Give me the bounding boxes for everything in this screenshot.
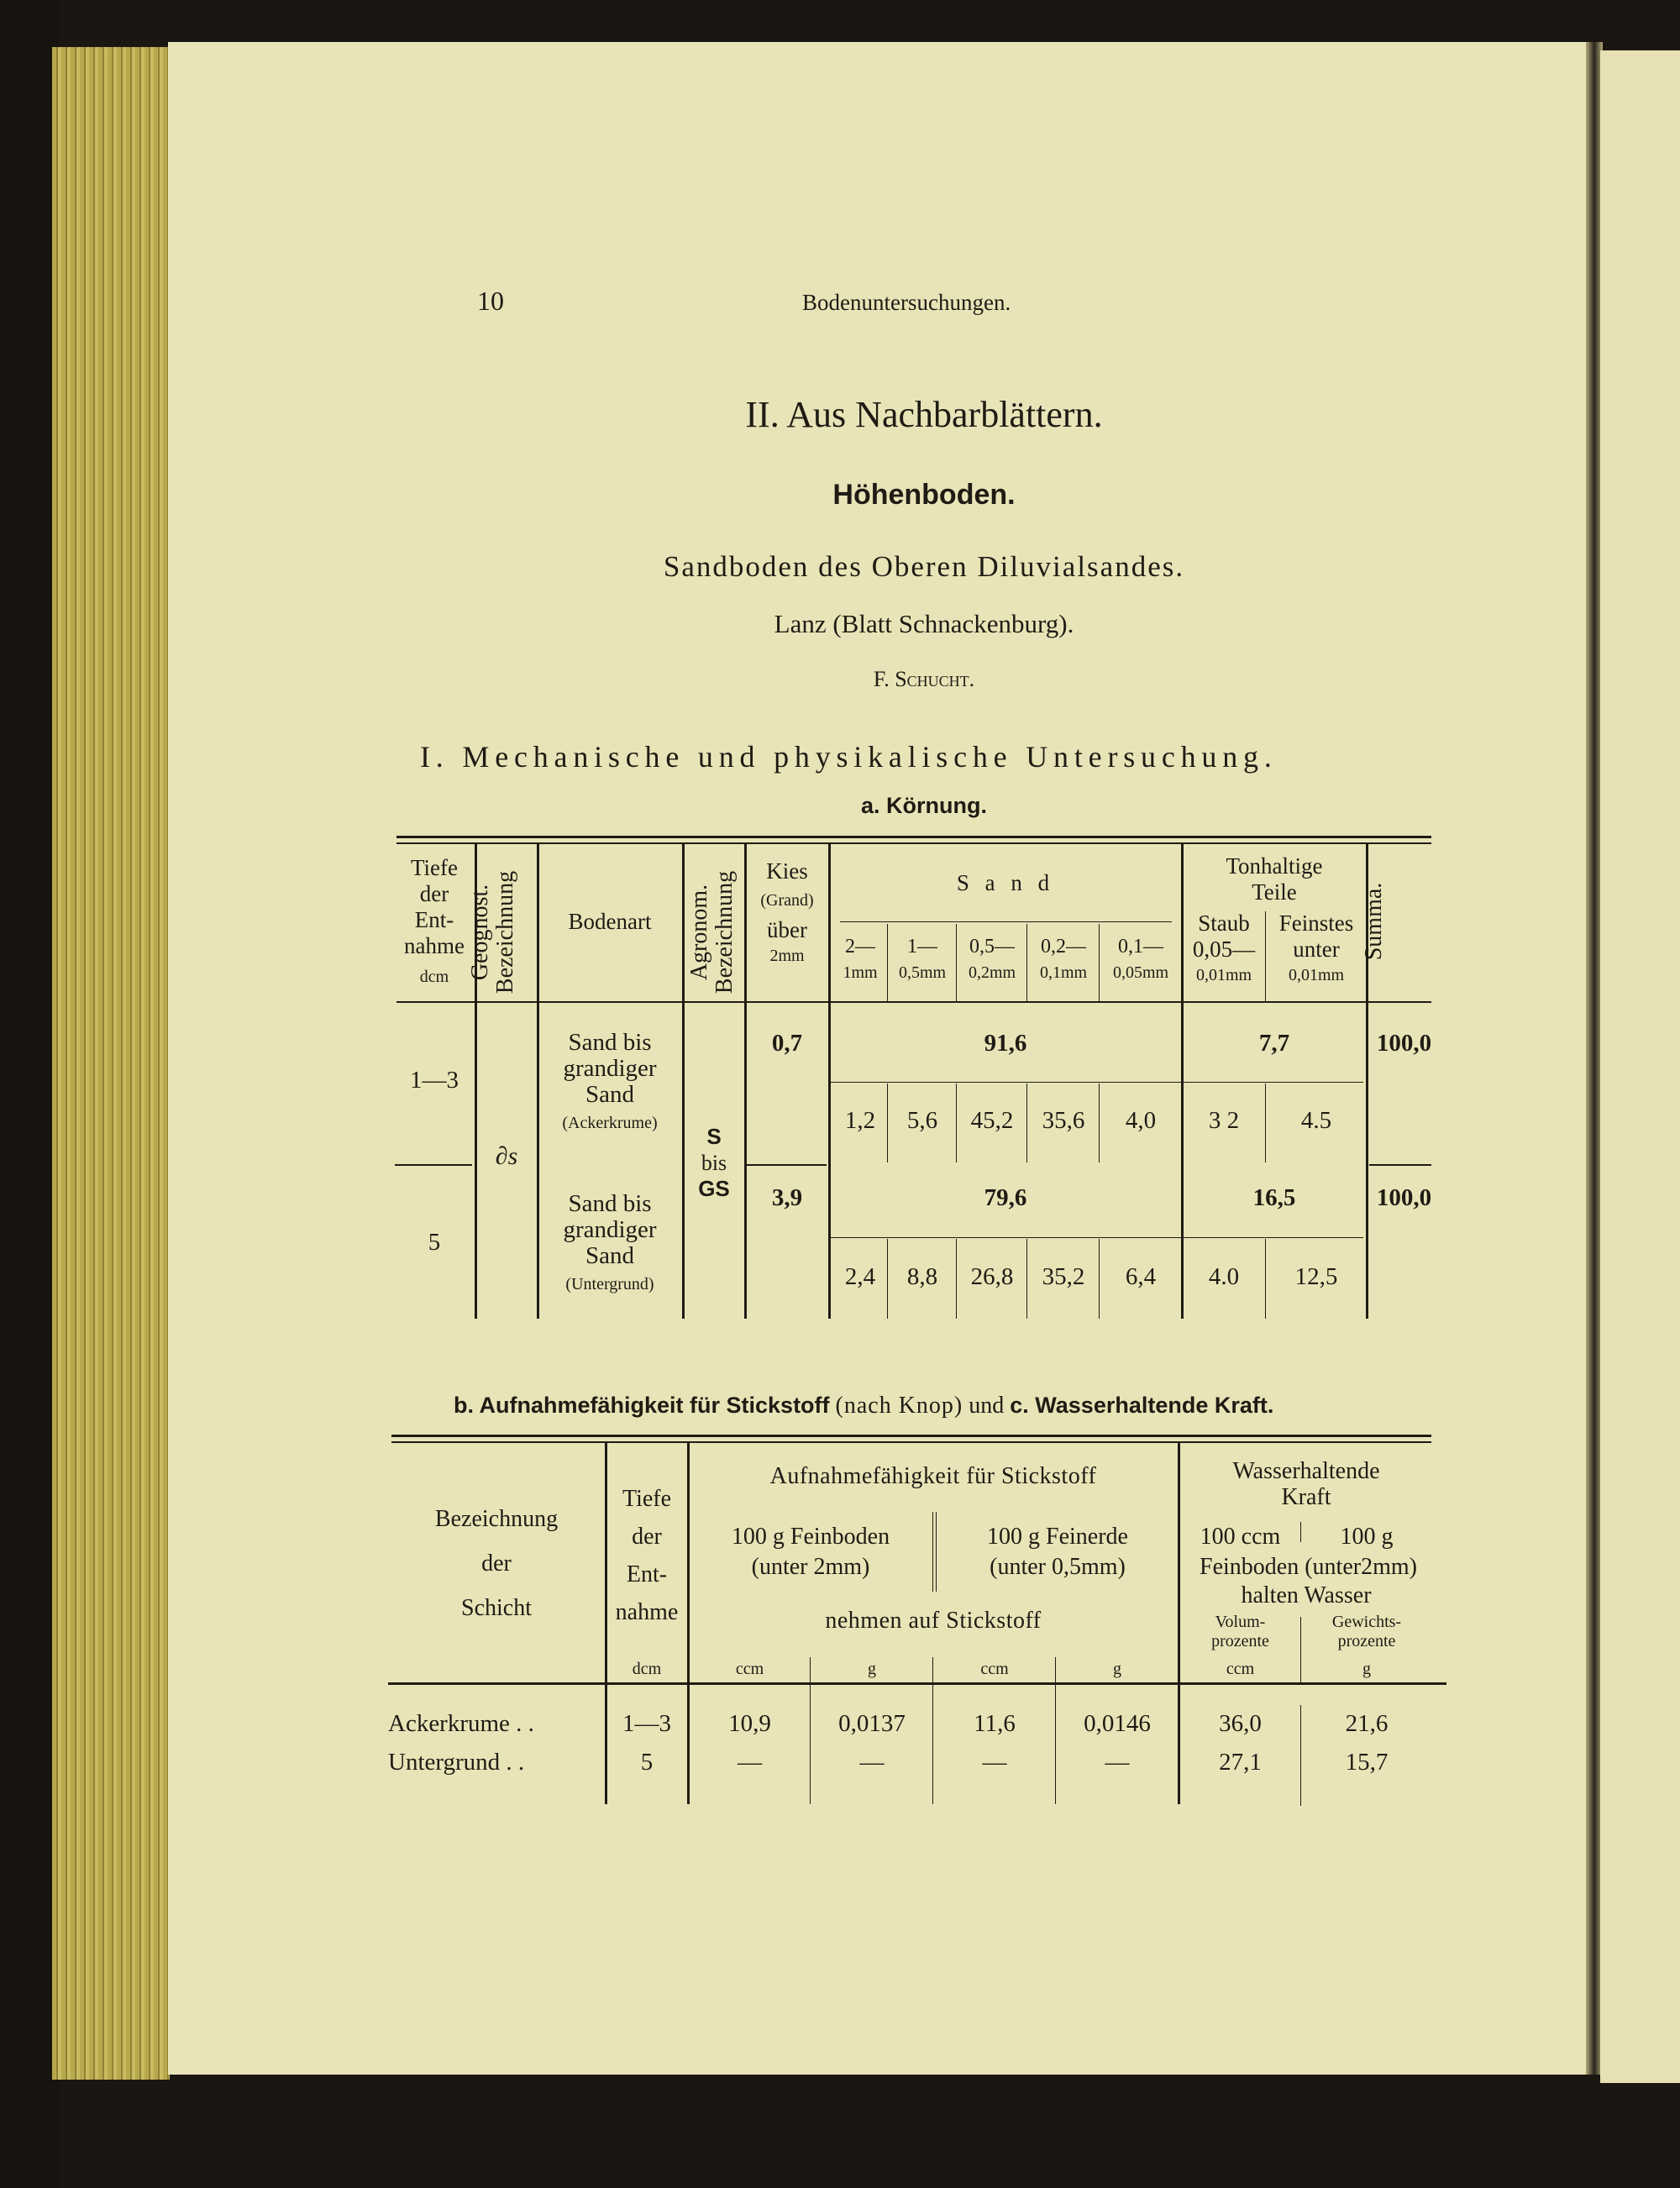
section-title: II. Aus Nachbarblättern. <box>745 394 1103 435</box>
col-geognost: Geognost. Bezeichnung <box>467 870 518 994</box>
facing-page <box>1600 50 1680 2083</box>
row1-v4: 0,0146 <box>1084 1710 1151 1737</box>
row2-tiefe: 5 <box>428 1229 441 1256</box>
row2-ton-total: 16,5 <box>1252 1184 1296 1211</box>
unit-g-1: g <box>868 1660 876 1678</box>
row1-tiefe: 1—3 <box>410 1067 459 1094</box>
part1-title: I. Mechanische und physikalische Untersuchung. <box>420 740 1278 774</box>
col-sand-2: 1— 0,5mm <box>898 936 947 982</box>
unit-w-ccm: ccm <box>1226 1660 1255 1678</box>
page-number: 10 <box>477 286 504 316</box>
col-w100g: 100 g <box>1340 1524 1394 1550</box>
row2-sand-5: 6,4 <box>1125 1263 1157 1290</box>
part1-sub-a: a. Körnung. <box>861 793 987 818</box>
col-agronom: Agronom. Bezeichnung <box>686 870 738 994</box>
location: Lanz (Blatt Schnackenburg). <box>774 609 1074 638</box>
agronom-value: S bis GS <box>698 1124 730 1201</box>
col-sand-1: 2— 1mm <box>843 936 878 982</box>
col-tiefe-2: Tiefe der Ent- nahme <box>615 1486 679 1625</box>
row1-sand-5: 4,0 <box>1125 1107 1157 1134</box>
col-tiefe-2-unit: dcm <box>632 1660 662 1678</box>
col-sand-5: 0,1— 0,05mm <box>1112 936 1169 982</box>
col-ton: Tonhaltige Teile <box>1226 853 1323 905</box>
row2-summa: 100,0 <box>1376 1184 1432 1211</box>
col-sand-3: 0,5— 0,2mm <box>968 936 1016 982</box>
author: F. Schucht. <box>873 667 975 691</box>
row1-v6: 21,6 <box>1345 1710 1389 1737</box>
col-kies: Kies (Grand) über 2mm <box>760 858 814 965</box>
page-edges <box>52 47 170 2080</box>
unit-w-g: g <box>1362 1660 1371 1678</box>
book-spine <box>0 0 59 2188</box>
row2-v2: — <box>859 1749 885 1776</box>
col-volum: Volum- prozente <box>1211 1613 1269 1650</box>
row1-sand-3: 45,2 <box>970 1107 1014 1134</box>
row2-v4: — <box>1105 1749 1130 1776</box>
row1-v1: 10,9 <box>728 1710 771 1737</box>
row2-sand-3: 26,8 <box>970 1263 1014 1290</box>
col-gewichts: Gewichts- prozente <box>1331 1613 1402 1650</box>
row1-name: Ackerkrume . . <box>388 1710 534 1737</box>
row2-name: Untergrund . . <box>388 1749 525 1776</box>
col-feinstes: Feinstes unter 0,01mm <box>1278 910 1354 984</box>
row1-v2: 0,0137 <box>838 1710 906 1737</box>
part2-title: b. Aufnahmefähigkeit für Stickstoff (nach Knop) und c. Wasserhaltende Kraft. <box>454 1393 1274 1419</box>
row2-sand-2: 8,8 <box>906 1263 938 1290</box>
unit-ccm-1: ccm <box>735 1660 764 1678</box>
row1-ton-total: 7,7 <box>1258 1030 1290 1057</box>
col-w100ccm: 100 ccm <box>1200 1524 1281 1550</box>
subtitle: Sandboden des Oberen Diluvialsandes. <box>663 550 1185 583</box>
row1-kies: 0,7 <box>771 1030 803 1057</box>
geognost-value: ∂s <box>495 1142 518 1170</box>
row2-sand-4: 35,2 <box>1042 1263 1085 1290</box>
col-feinboden-unter: Feinboden (unter2mm) <box>1200 1554 1417 1580</box>
row1-v3: 11,6 <box>974 1710 1016 1737</box>
row1-staub: 3 2 <box>1208 1107 1240 1134</box>
col-summa: Summa. <box>1361 882 1387 961</box>
row2-bodenart: Sand bis grandiger Sand (Untergrund) <box>563 1190 657 1293</box>
heading: Höhenboden. <box>832 479 1016 511</box>
col-bodenart: Bodenart <box>568 909 652 934</box>
row1-sand-1: 1,2 <box>844 1107 876 1134</box>
unit-g-2: g <box>1113 1660 1121 1678</box>
col-halten: halten Wasser <box>1241 1582 1372 1608</box>
row1-feinstes: 4.5 <box>1300 1107 1332 1134</box>
row2-sand-total: 79,6 <box>984 1184 1027 1211</box>
col-bezeichnung: Bezeichnung der Schicht <box>434 1506 559 1621</box>
col-feinboden: 100 g Feinboden (unter 2mm) <box>731 1524 890 1580</box>
row2-staub: 4.0 <box>1208 1263 1240 1290</box>
col-aufnahme: Aufnahmefähigkeit für Stickstoff <box>769 1463 1097 1489</box>
row2-feinstes: 12,5 <box>1294 1263 1338 1290</box>
row2-sand-1: 2,4 <box>844 1263 876 1290</box>
col-sand: S a n d <box>956 870 1055 895</box>
row1-v5: 36,0 <box>1219 1710 1262 1737</box>
row1-sand-4: 35,6 <box>1042 1107 1085 1134</box>
row2-v5: 27,1 <box>1219 1749 1262 1776</box>
row2-v6: 15,7 <box>1345 1749 1389 1776</box>
unit-ccm-2: ccm <box>980 1660 1009 1678</box>
col-staub: Staub 0,05— 0,01mm <box>1192 910 1256 984</box>
row2-v1: — <box>738 1749 762 1776</box>
row2-tiefe-2: 5 <box>640 1749 654 1776</box>
row1-bodenart: Sand bis grandiger Sand (Ackerkrume) <box>562 1029 658 1132</box>
running-head: Bodenuntersuchungen. <box>802 290 1011 315</box>
row1-sand-2: 5,6 <box>906 1107 938 1134</box>
col-sand-4: 0,2— 0,1mm <box>1039 936 1088 982</box>
row1-summa: 100,0 <box>1376 1030 1432 1057</box>
col-nehmen: nehmen auf Stickstoff <box>825 1608 1042 1634</box>
row1-sand-total: 91,6 <box>984 1030 1027 1057</box>
col-feinerde: 100 g Feinerde (unter 0,5mm) <box>987 1524 1128 1580</box>
row2-v3: — <box>982 1749 1007 1776</box>
row2-kies: 3,9 <box>771 1184 803 1211</box>
row1-tiefe-2: 1—3 <box>622 1710 671 1737</box>
col-tiefe: Tiefe der Ent- nahme dcm <box>404 855 465 986</box>
col-wasser: Wasserhaltende Kraft <box>1232 1458 1380 1510</box>
